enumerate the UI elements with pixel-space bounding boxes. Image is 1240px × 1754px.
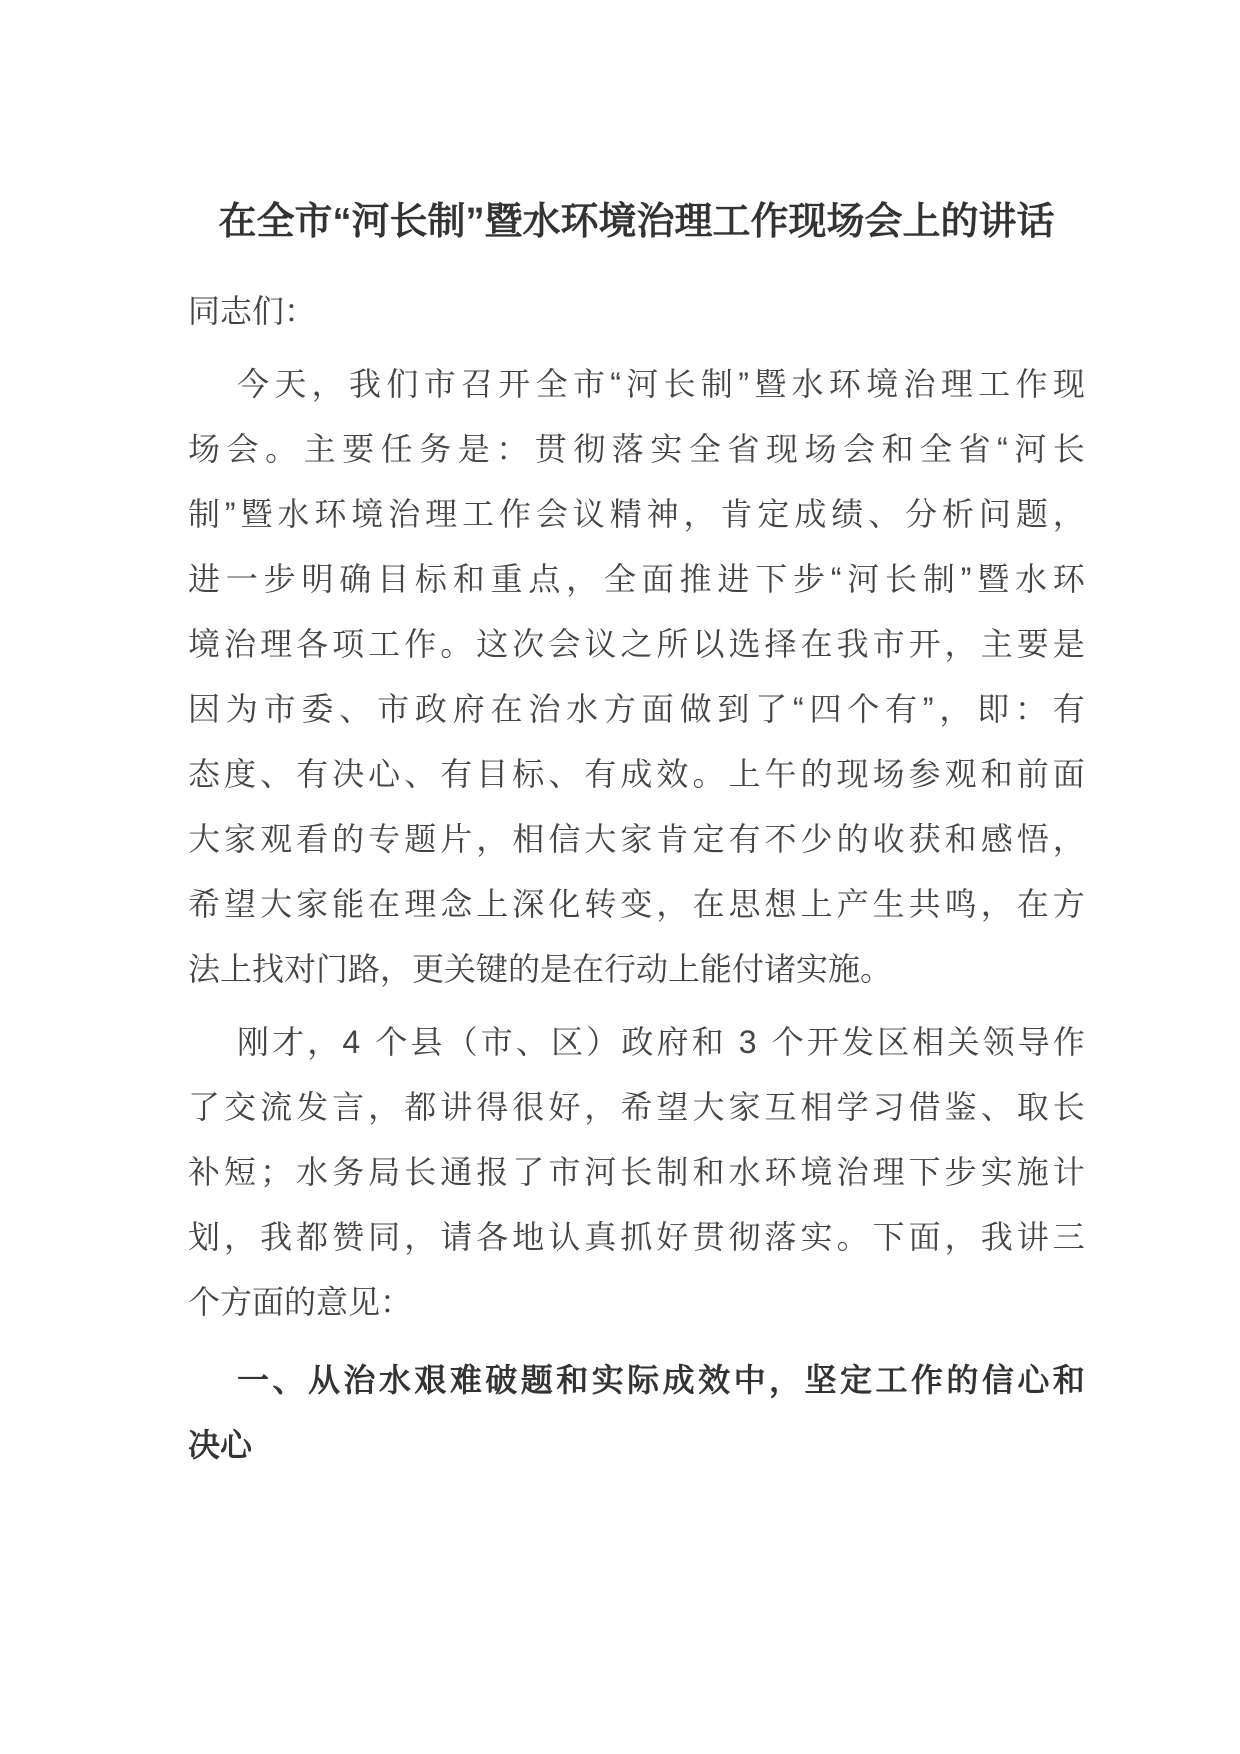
text-line: 进 一 步 明 确 目 标 和 重 点 ， 全 面 推 进 下 步 “ 河 长 制 ” 暨 水 环: [188, 561, 1085, 597]
text-line: 态 度 、 有 决 心 、 有 目 标 、 有 成 效 。 上 午 的 现 场 参 观 和 前 面: [188, 756, 1085, 792]
text-line: 法上找对门路，更关键的是在行动上能付诸实施。: [188, 951, 893, 987]
section-heading: [188, 1348, 1085, 1478]
text-line: 境 治 理 各 项 工 作 。 这 次 会 议 之 所 以 选 择 在 我 市 开 ， 主 要 是: [188, 626, 1085, 662]
text-line: 场 会 。 主 要 任 务 是 ： 贯 彻 落 实 全 省 现 场 会 和 全 省 “ 河 长: [188, 431, 1085, 467]
text-line: 大 家 观 看 的 专 题 片 ， 相 信 大 家 肯 定 有 不 少 的 收 获 和 感 悟 ，: [188, 821, 1085, 857]
paragraph: [188, 1010, 1085, 1335]
text-line: 今 天 ， 我 们 市 召 开 全 市 “ 河 长 制 ” 暨 水 环 境 治 理 工 作 现: [237, 366, 1085, 402]
text-line: 个方面的意见：: [188, 1284, 413, 1320]
text-line: 同志们：: [188, 293, 317, 329]
text-line: 了 交 流 发 言 ， 都 讲 得 很 好 ， 希 望 大 家 互 相 学 习 借 鉴 、 取 长: [188, 1089, 1085, 1125]
text-line: 因 为 市 委 、 市 政 府 在 治 水 方 面 做 到 了 “ 四 个 有 ” ， 即 ： 有: [188, 691, 1085, 727]
paragraph: [188, 352, 1085, 1002]
text-line: 刚 才 ， 4 个 县 （ 市 、 区 ） 政 府 和 3 个 开 发 区 相 关 领 导 作: [237, 1024, 1085, 1060]
text-line: 制 ” 暨 水 环 境 治 理 工 作 会 议 精 神 ， 肯 定 成 绩 、 分 析 问 题 ，: [188, 496, 1085, 532]
text-line: 划 ， 我 都 赞 同 ， 请 各 地 认 真 抓 好 贯 彻 落 实 。 下 面 ， 我 讲 三: [188, 1219, 1085, 1255]
paragraph: [188, 279, 1085, 344]
text-line: 一 、 从 治 水 艰 难 破 题 和 实 际 成 效 中 ， 坚 定 工 作 的 信 心 和: [237, 1362, 1085, 1398]
text-line: 补 短 ； 水 务 局 长 通 报 了 市 河 长 制 和 水 环 境 治 理 下 步 实 施 计: [188, 1154, 1085, 1190]
paragraphs: [188, 279, 1085, 1478]
document-title: 在全市“河长制”暨水环境治理工作现场会上的讲话: [218, 201, 1055, 243]
text-line: 决心: [188, 1427, 253, 1463]
text-line: 希 望 大 家 能 在 理 念 上 深 化 转 变 ， 在 思 想 上 产 生 共 鸣 ， 在 方: [188, 886, 1085, 922]
